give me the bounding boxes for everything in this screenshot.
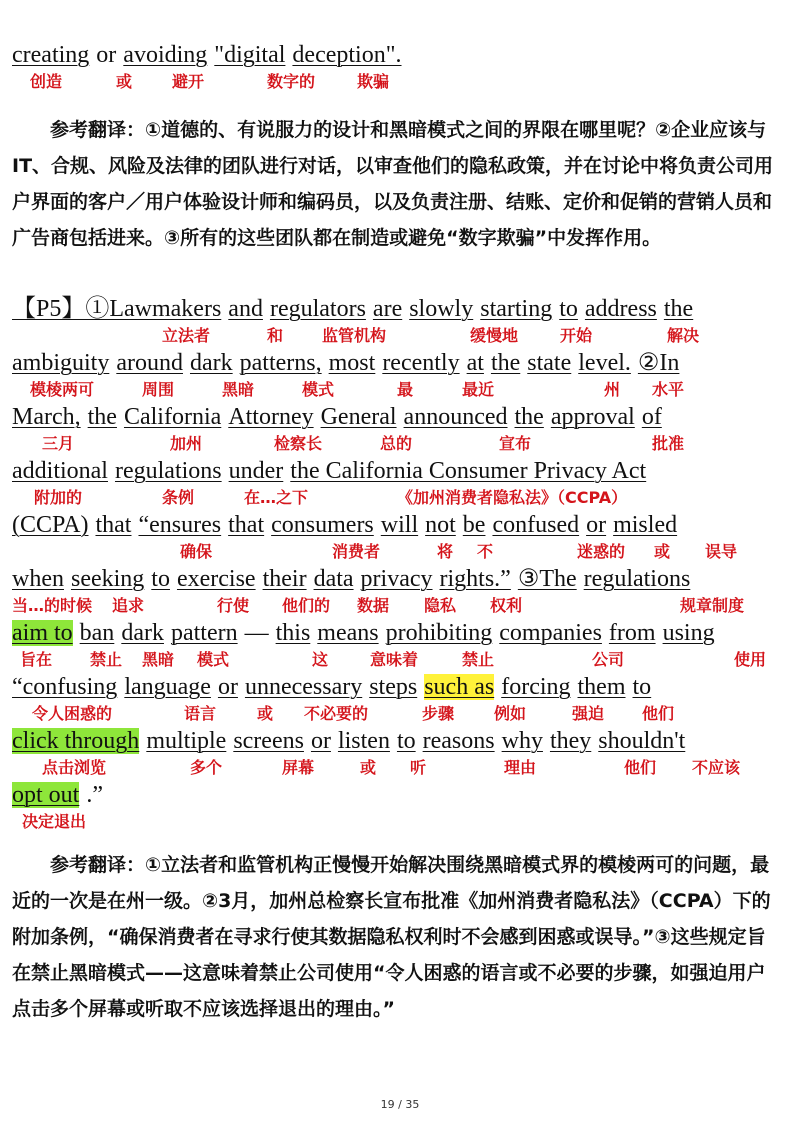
chinese-gloss: 黑暗 <box>222 380 255 399</box>
english-word <box>12 402 81 432</box>
english-word <box>467 348 484 378</box>
english-word <box>314 564 354 594</box>
english-word <box>12 726 139 756</box>
english-word-text: or <box>310 728 331 754</box>
english-word-text: aim to <box>12 620 73 646</box>
chinese-gloss: 语言 <box>184 704 217 723</box>
english-word <box>245 672 362 702</box>
english-word-text: announced <box>403 404 508 430</box>
english-word <box>96 40 116 70</box>
english-word-text: Attorney <box>228 404 314 430</box>
english-word <box>397 726 416 756</box>
chinese-gloss: 确保 <box>180 542 213 561</box>
chinese-gloss: 条例 <box>162 488 195 507</box>
english-word-text: .” <box>86 782 103 808</box>
english-word <box>518 564 577 594</box>
english-word <box>171 618 238 648</box>
english-word <box>338 726 390 756</box>
chinese-gloss: 不必要的 <box>304 704 369 723</box>
english-word-text: the <box>514 404 544 430</box>
english-word <box>86 780 103 810</box>
chinese-gloss: 或 <box>360 758 377 777</box>
chinese-gloss: 和 <box>267 326 284 345</box>
english-word-text: rights.” <box>439 566 511 592</box>
english-word <box>123 40 207 70</box>
english-word-text: the <box>87 404 117 430</box>
english-word-text: state <box>527 350 572 376</box>
chinese-gloss: 模式 <box>197 650 230 669</box>
chinese-gloss: 迷惑的 <box>577 542 626 561</box>
english-word <box>480 294 552 324</box>
english-word <box>177 564 256 594</box>
english-word <box>138 510 221 540</box>
english-line <box>12 564 697 594</box>
english-line <box>12 456 653 486</box>
english-word-text: unnecessary <box>244 674 363 700</box>
english-word <box>263 564 307 594</box>
english-word-text: General <box>320 404 397 430</box>
english-word <box>329 348 376 378</box>
english-word <box>578 348 631 378</box>
english-word-text: misled <box>613 512 678 538</box>
english-word-text: when <box>12 566 64 592</box>
english-word <box>121 618 164 648</box>
chinese-gloss: 总的 <box>380 434 413 453</box>
english-word-text: this <box>275 620 311 646</box>
english-word <box>240 348 322 378</box>
english-word-text: that <box>228 512 265 538</box>
english-word-text: of <box>641 404 662 430</box>
english-word-text: March, <box>12 404 81 430</box>
english-word <box>491 348 520 378</box>
english-word-text: ban <box>79 620 115 646</box>
chinese-gloss: 公司 <box>592 650 625 669</box>
english-word <box>12 348 109 378</box>
english-word <box>12 780 79 810</box>
english-word-text: confused <box>492 512 580 538</box>
english-word-text: ②In <box>637 350 680 376</box>
english-word <box>12 672 117 702</box>
chinese-gloss: 他们 <box>642 704 675 723</box>
english-word <box>440 564 511 594</box>
chinese-gloss: 或 <box>257 704 274 723</box>
english-word-text: creating <box>12 42 90 68</box>
english-word <box>361 564 433 594</box>
english-word-text: (CCPA) <box>12 512 89 538</box>
english-word-text: the <box>663 296 694 322</box>
english-word-text: at <box>466 350 484 376</box>
chinese-gloss: 《加州消费者隐私法》（CCPA） <box>397 488 628 507</box>
english-word-text: and <box>228 296 263 322</box>
english-word <box>551 402 635 432</box>
english-word <box>585 294 657 324</box>
english-word <box>527 348 571 378</box>
chinese-gloss: 监管机构 <box>322 326 387 345</box>
english-word-text: California <box>123 404 222 430</box>
reference-translation-2 <box>12 847 782 1027</box>
english-word <box>463 510 486 540</box>
english-word <box>228 294 263 324</box>
chinese-gloss: 立法者 <box>162 326 211 345</box>
english-word-text: them <box>577 674 626 700</box>
english-word <box>404 402 508 432</box>
chinese-gloss: 三月 <box>42 434 75 453</box>
english-word-text: prohibiting <box>385 620 493 646</box>
chinese-gloss: 规章制度 <box>680 596 745 615</box>
english-word-text: 【P5】①Lawmakers <box>12 296 222 322</box>
english-word <box>290 456 646 486</box>
chinese-gloss: 多个 <box>190 758 223 777</box>
chinese-gloss: 黑暗 <box>142 650 175 669</box>
chinese-gloss: 附加的 <box>34 488 83 507</box>
english-word <box>381 510 418 540</box>
english-word-text: around <box>116 350 183 376</box>
english-word-text: screens <box>233 728 304 754</box>
english-word-text: means <box>317 620 379 646</box>
english-word-text: regulators <box>269 296 366 322</box>
english-word <box>317 618 378 648</box>
english-word <box>550 726 591 756</box>
english-line <box>12 402 669 432</box>
english-word-text: not <box>425 512 456 538</box>
english-word <box>613 510 677 540</box>
reference-translation-1 <box>12 112 782 256</box>
english-word <box>664 294 693 324</box>
english-word-text: starting <box>480 296 553 322</box>
english-word-text: under <box>228 458 284 484</box>
chinese-gloss: 将 <box>437 542 454 561</box>
english-word-text: dark <box>189 350 233 376</box>
english-word-text: reasons <box>422 728 495 754</box>
chinese-gloss: 宣布 <box>499 434 532 453</box>
english-word-text: ③The <box>517 566 577 592</box>
chinese-gloss: 最 <box>397 380 414 399</box>
chinese-gloss: 权利 <box>490 596 523 615</box>
english-word <box>638 348 680 378</box>
english-word <box>245 618 269 648</box>
chinese-gloss: 点击浏览 <box>42 758 107 777</box>
english-word <box>382 348 459 378</box>
english-word-text: or <box>586 512 607 538</box>
english-word-text: ambiguity <box>12 350 110 376</box>
english-line <box>12 672 658 702</box>
english-word <box>12 618 73 648</box>
chinese-gloss: 模棱两可 <box>30 380 95 399</box>
chinese-gloss: 令人困惑的 <box>32 704 113 723</box>
chinese-gloss: 创造 <box>30 72 63 91</box>
english-word-text: deception". <box>292 42 402 68</box>
chinese-gloss: 数据 <box>357 596 390 615</box>
chinese-gloss: 旨在 <box>20 650 53 669</box>
chinese-gloss: 意味着 <box>370 650 419 669</box>
english-word <box>228 510 264 540</box>
chinese-gloss: 最近 <box>462 380 495 399</box>
english-word <box>424 672 494 702</box>
english-word-text: recently <box>382 350 460 376</box>
english-word-text: opt out <box>12 782 80 808</box>
english-word-text: their <box>262 566 307 592</box>
english-word-text: shouldn't <box>598 728 686 754</box>
english-word-text: to <box>632 674 652 700</box>
english-word-text: they <box>549 728 592 754</box>
english-word <box>116 348 183 378</box>
english-word <box>71 564 144 594</box>
chinese-gloss: 禁止 <box>462 650 495 669</box>
english-word <box>190 348 233 378</box>
english-word <box>115 456 222 486</box>
chinese-gloss: 周围 <box>142 380 175 399</box>
english-word <box>559 294 578 324</box>
english-word-text: click through <box>12 728 140 754</box>
english-word <box>578 672 626 702</box>
english-word-text: will <box>380 512 419 538</box>
english-word <box>663 618 715 648</box>
english-word-text: listen <box>337 728 390 754</box>
english-word-text: level. <box>578 350 631 376</box>
chinese-gloss: 或 <box>654 542 671 561</box>
english-word-text: avoiding <box>123 42 208 68</box>
chinese-gloss: 听 <box>410 758 427 777</box>
english-word-text: why <box>501 728 543 754</box>
english-word-text: the California Consumer Privacy Act <box>290 458 647 484</box>
chinese-gloss: 批准 <box>652 434 685 453</box>
english-word <box>633 672 652 702</box>
english-word <box>386 618 493 648</box>
chinese-gloss: 决定退出 <box>22 812 87 831</box>
chinese-gloss: 检察长 <box>274 434 323 453</box>
english-word <box>409 294 473 324</box>
english-word <box>499 618 602 648</box>
annotated-text-top <box>12 40 782 100</box>
translation-1-text: 参考翻译：①道德的、有说服力的设计和黑暗模式之间的界限在哪里呢？②企业应该与IT、合规、风险及法律的团队进行对话，以审查他们的隐私政策，并在讨论中将负责公司用户界面的客户／用户体验设计师和编码员，以及负责注册、结账、定价和促销的营销人员和广告商包括进来。③所有的这些团队都在制造或避免“数字欺骗”中发挥作用。 <box>12 119 774 249</box>
english-word-text: seeking <box>70 566 145 592</box>
english-word-text: the <box>490 350 521 376</box>
chinese-gloss: 欺骗 <box>357 72 390 91</box>
chinese-gloss: 在…之下 <box>244 488 309 507</box>
english-word <box>12 40 89 70</box>
english-word <box>609 618 656 648</box>
english-word <box>124 672 211 702</box>
english-word-text: to <box>396 728 416 754</box>
english-word-text: be <box>462 512 486 538</box>
english-word <box>271 510 374 540</box>
english-word <box>95 510 131 540</box>
english-word-text: "digital <box>214 42 286 68</box>
english-word <box>229 456 284 486</box>
chinese-gloss: 这 <box>312 650 329 669</box>
chinese-gloss: 例如 <box>494 704 527 723</box>
english-word <box>292 40 401 70</box>
english-word <box>218 672 238 702</box>
chinese-gloss: 加州 <box>170 434 203 453</box>
english-line <box>12 294 700 324</box>
english-word <box>228 402 313 432</box>
english-word-text: from <box>608 620 656 646</box>
english-word-text: consumers <box>271 512 374 538</box>
english-word-text: privacy <box>360 566 433 592</box>
english-word <box>502 726 543 756</box>
english-word-text: — <box>244 620 269 646</box>
english-word <box>80 618 115 648</box>
english-line <box>12 40 409 70</box>
chinese-gloss: 消费者 <box>332 542 381 561</box>
english-word <box>501 672 570 702</box>
english-word <box>12 510 88 540</box>
english-word-text: approval <box>550 404 635 430</box>
english-word <box>88 402 117 432</box>
chinese-gloss: 或 <box>116 72 133 91</box>
english-word-text: patterns, <box>239 350 322 376</box>
english-word <box>214 40 285 70</box>
english-word-text: language <box>124 674 211 700</box>
chinese-gloss: 他们 <box>624 758 657 777</box>
english-word-text: to <box>151 566 170 592</box>
english-word <box>311 726 331 756</box>
chinese-gloss: 水平 <box>652 380 685 399</box>
english-word-text: additional <box>12 458 108 484</box>
english-word <box>12 564 64 594</box>
chinese-gloss: 禁止 <box>90 650 123 669</box>
english-word-text: most <box>328 350 376 376</box>
english-line <box>12 510 684 540</box>
english-word-text: exercise <box>176 566 256 592</box>
annotated-text-p5 <box>12 294 782 839</box>
english-word <box>12 456 108 486</box>
english-word-text: dark <box>121 620 164 646</box>
chinese-gloss: 缓慢地 <box>470 326 519 345</box>
english-word <box>423 726 495 756</box>
chinese-gloss: 追求 <box>112 596 145 615</box>
english-word <box>373 294 402 324</box>
chinese-gloss: 隐私 <box>424 596 457 615</box>
chinese-gloss: 州 <box>604 380 621 399</box>
english-word <box>321 402 397 432</box>
english-word <box>598 726 685 756</box>
chinese-gloss: 行使 <box>217 596 250 615</box>
english-line <box>12 618 722 648</box>
chinese-gloss: 模式 <box>302 380 335 399</box>
english-word-text: to <box>559 296 578 322</box>
english-word <box>492 510 579 540</box>
english-word-text: companies <box>499 620 602 646</box>
english-word-text: regulations <box>583 566 691 592</box>
english-word-text: “ensures <box>138 512 222 538</box>
english-word <box>515 402 544 432</box>
english-word-text: pattern <box>170 620 238 646</box>
english-line <box>12 348 686 378</box>
english-word <box>586 510 606 540</box>
chinese-gloss: 当…的时候 <box>12 596 93 615</box>
chinese-gloss: 强迫 <box>572 704 605 723</box>
english-word-text: forcing <box>501 674 571 700</box>
english-word-text: steps <box>369 674 418 700</box>
chinese-gloss: 不 <box>477 542 494 561</box>
english-word <box>151 564 170 594</box>
english-word <box>276 618 311 648</box>
english-word <box>12 294 221 324</box>
english-line <box>12 726 692 756</box>
english-word <box>642 402 662 432</box>
translation-2-text: 参考翻译：①立法者和监管机构正慢慢开始解决围绕黑暗模式界的模棱两可的问题，最近的一次是在州一级。②3月，加州总检察长宣布批准《加州消费者隐私法》（CCPA）下的附加条例，“确保消费者在寻求行使其数据隐私权利时不会感到困惑或误导。”③这些规定旨在禁止黑暗模式——这意味着禁止公司使用“令人困惑的语言或不必要的步骤，如强迫用户点击多个屏幕或听取不应该选择退出的理由。” <box>12 854 771 1020</box>
english-word-text: slowly <box>409 296 474 322</box>
chinese-gloss: 他们的 <box>282 596 331 615</box>
english-word-text: such as <box>424 674 495 700</box>
english-word-text: that <box>95 512 132 538</box>
english-line <box>12 780 110 810</box>
english-word <box>233 726 304 756</box>
chinese-gloss: 理由 <box>504 758 537 777</box>
english-word-text: address <box>584 296 657 322</box>
chinese-gloss: 数字的 <box>267 72 316 91</box>
english-word <box>146 726 226 756</box>
english-word <box>270 294 366 324</box>
english-word-text: multiple <box>146 728 227 754</box>
english-word-text: or <box>96 42 117 68</box>
chinese-gloss: 避开 <box>172 72 205 91</box>
chinese-gloss: 开始 <box>560 326 593 345</box>
english-word <box>369 672 417 702</box>
english-word <box>584 564 691 594</box>
chinese-gloss: 误导 <box>705 542 738 561</box>
page-number: 19 / 35 <box>380 1098 420 1111</box>
english-word-text: “confusing <box>12 674 118 700</box>
english-word-text: data <box>313 566 354 592</box>
english-word-text: using <box>662 620 715 646</box>
chinese-gloss: 不应该 <box>692 758 741 777</box>
chinese-gloss: 步骤 <box>422 704 455 723</box>
english-word-text: regulations <box>114 458 222 484</box>
chinese-gloss: 屏幕 <box>282 758 315 777</box>
chinese-gloss: 使用 <box>734 650 767 669</box>
english-word <box>124 402 221 432</box>
chinese-gloss: 解决 <box>667 326 700 345</box>
english-word <box>425 510 456 540</box>
english-word-text: are <box>372 296 403 322</box>
english-word-text: or <box>217 674 238 700</box>
